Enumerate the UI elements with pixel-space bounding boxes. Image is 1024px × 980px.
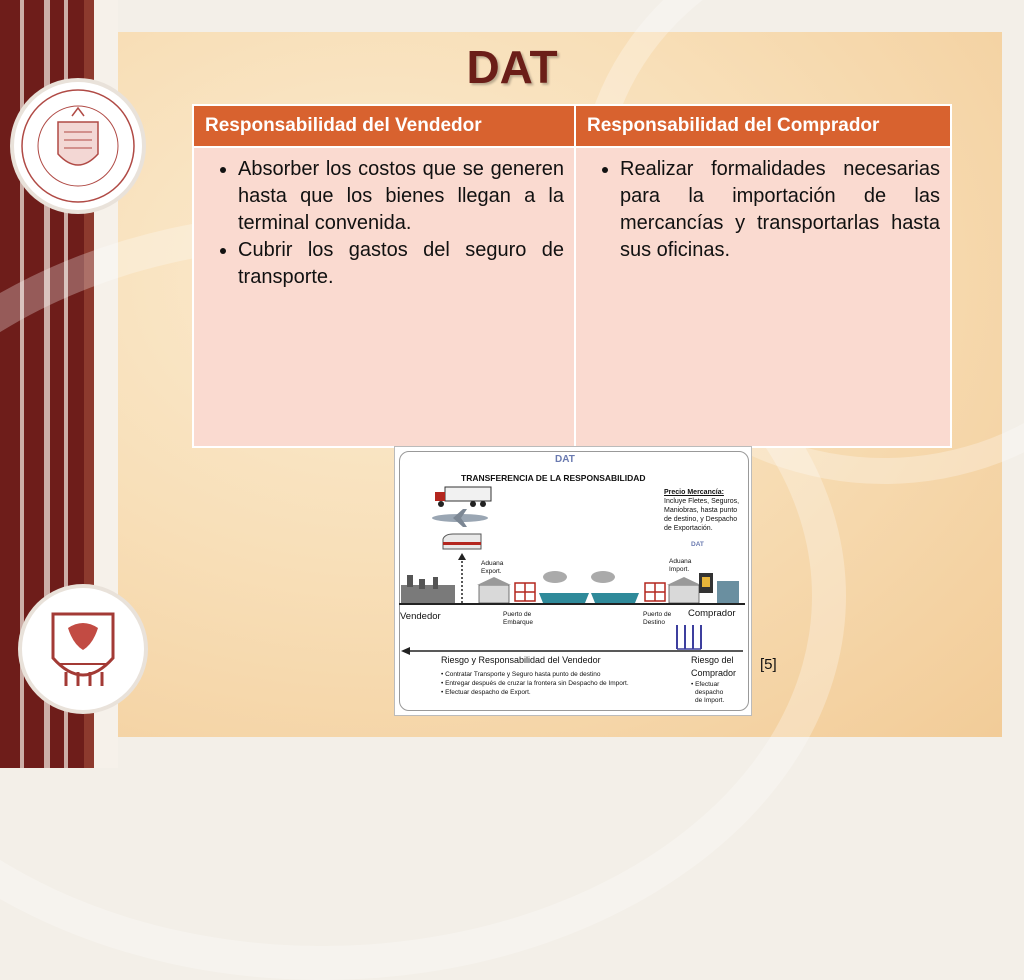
seller-item: • Cubrir los gastos del seguro de transporte.	[238, 237, 564, 291]
figure-subtitle: TRANSFERENCIA DE LA RESPONSABILIDAD	[461, 473, 646, 483]
shipping-scene	[399, 571, 745, 607]
seller-list	[204, 156, 564, 291]
buyer-risk-title: Riesgo del	[691, 655, 734, 665]
price-title: Precio Mercancía:	[664, 489, 724, 496]
dat-mini-label: DAT	[691, 541, 704, 548]
airplane-icon	[429, 507, 491, 529]
buyer-risk-title: Comprador	[691, 668, 737, 678]
aduana-import-label: Import.	[669, 566, 690, 573]
aduana-import-label: Aduana	[669, 558, 692, 565]
seller-risk-item: • Contratar Transporte y Seguro hasta punto de destino	[441, 671, 601, 678]
comprador-label: Comprador	[688, 608, 736, 619]
buyer-header: Responsabilidad del Comprador	[575, 105, 951, 147]
ground-line	[399, 603, 745, 605]
seller-risk-item: • Efectuar despacho de Export.	[441, 689, 531, 696]
price-line: de Exportación.	[664, 525, 713, 532]
university-seal-top	[14, 82, 142, 210]
university-seal-bottom	[22, 588, 144, 710]
puerto-destino-label: Puerto de	[643, 611, 672, 618]
responsibility-table	[192, 104, 952, 448]
slide-title: DAT	[466, 41, 558, 93]
puerto-destino-label: Destino	[643, 619, 666, 626]
buyer-list	[586, 156, 940, 264]
figure-title: DAT	[555, 454, 575, 465]
aduana-export-label: Aduana	[481, 560, 504, 567]
puerto-embarque-label: Embarque	[503, 619, 533, 626]
seller-header: Responsabilidad del Vendedor	[193, 105, 575, 147]
citation: [5]	[760, 656, 777, 673]
seller-risk-item: • Entregar después de cruzar la frontera sin Despacho de Import.	[441, 680, 629, 687]
price-line: Maniobras, hasta punto	[664, 507, 738, 514]
buyer-item: • Realizar formalidades necesarias para la importación de las mercancías y transportarlas hasta sus oficinas.	[620, 156, 940, 264]
train-icon	[439, 531, 485, 553]
price-line: de destino, y Despacho	[664, 516, 738, 523]
aduana-export-label: Export.	[481, 568, 502, 575]
seller-risk-title: Riesgo y Responsabilidad del Vendedor	[441, 655, 601, 665]
icea-logo	[22, 588, 144, 710]
truck-icon	[433, 485, 493, 509]
seller-cell	[193, 147, 575, 447]
seller-item: • Absorber los costos que se generen hasta que los bienes llegan a la terminal convenida.	[238, 156, 564, 237]
uaeh-logo	[14, 82, 142, 210]
dat-figure	[394, 446, 752, 716]
puerto-embarque-label: Puerto de	[503, 611, 532, 618]
vendedor-label: Vendedor	[400, 611, 441, 622]
buyer-risk-item: de Import.	[695, 697, 725, 704]
price-line: Incluye Fletes, Seguros,	[664, 498, 740, 505]
buyer-risk-item: despacho	[695, 689, 724, 696]
buyer-risk-item: • Efectuar	[691, 681, 720, 688]
buyer-cell	[575, 147, 951, 447]
